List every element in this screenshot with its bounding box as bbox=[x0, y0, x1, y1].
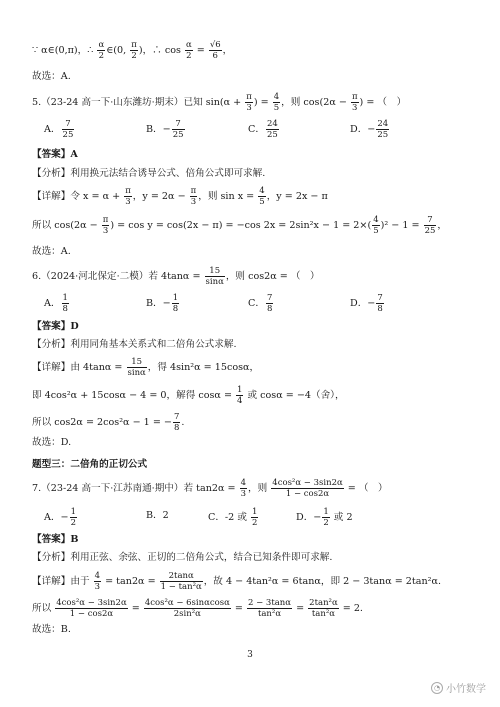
q5-stem: 5.（23-24 高一下·山东潍坊·期末）已知 sin(α + $\frac{\pi}{3}$ ) = $\frac{4}{5}$ ，则 cos(2α − $\frac{\pi}{3}$ ) = （ ） bbox=[32, 92, 407, 113]
q5-option-c: C． $\frac{24}{25}$ bbox=[248, 119, 278, 140]
watermark-logo-icon: ◔ bbox=[431, 682, 443, 694]
q6-detail: 【详解】由 4tanα = $\frac{15}{\sin\alpha}$ ，得 4sin²α = 15cosα， bbox=[32, 357, 260, 378]
q6-option-c: C． $\frac{7}{8}$ bbox=[248, 293, 273, 314]
q5-answer: 【答案】A bbox=[32, 149, 78, 160]
watermark bbox=[431, 680, 486, 695]
q7-option-c: C．-2 或 $\frac{1}{2}$ bbox=[208, 507, 258, 528]
section-title: 题型三：二倍角的正切公式 bbox=[32, 459, 148, 470]
q7-option-b: B．2 bbox=[146, 510, 169, 521]
q5-result: 所以 cos(2α − $\frac{\pi}{3}$ ) = cos y = cos(2x − π) = −cos 2x = 2sin²x − 1 = 2×( $\frac{4}{5}$ )² − 1 = $\frac{7}{25}$ ， bbox=[32, 215, 448, 236]
q7-choose: 故选：B. bbox=[32, 624, 71, 635]
q6-option-b: B．− $\frac{1}{8}$ bbox=[146, 293, 179, 314]
q5-choose: 故选：A. bbox=[32, 246, 71, 257]
q5-detail: 【详解】令 x = α + $\frac{\pi}{3}$ ，y = 2α − $\frac{\pi}{3}$ ，则 sin x = $\frac{4}{5}$ ，y = 2x − π bbox=[32, 186, 328, 207]
q5-analysis: 【分析】利用换元法结合诱导公式、倍角公式即可求解. bbox=[32, 168, 266, 179]
q7-detail: 【详解】由于 $\frac{4}{3}$ = tan2α = $\frac{2\tan\alpha}{\text{1 − tan²α}}$ ，故 4 − 4tan²α = 6tanα，即 2 − 3tanα = 2tan²α. bbox=[32, 571, 442, 592]
q7-result: 所以 $\frac{\text{4cos²α − 3sin2α}}{1 - \cos 2\alpha}$ = $\frac{\text{4cos²α − 6sinαcosα}}{\text{2sin²α}}$ = $\frac{2 - 3\tan\alpha}{\text{tan²α}}$ = $\frac{\text{2tan²α}}{\text{tan²α}}$ = 2. bbox=[32, 598, 363, 619]
q7-stem: 7.（23-24 高一下·江苏南通·期中）若 tan2α = $\frac{4}{3}$ ，则 $\frac{\text{4cos²α − 3sin2α}}{1 - \cos 2\alpha}$ = （ ） bbox=[32, 478, 388, 499]
q6-line2: 即 4cos²α + 15cosα − 4 = 0，解得 cosα = $\frac{1}{4}$ 或 cosα = −4（舍）， bbox=[32, 385, 345, 406]
q6-line3: 所以 cos2α = 2cos²α − 1 = − $\frac{7}{8}$ . bbox=[32, 412, 185, 433]
q6-option-a: A． $\frac{1}{8}$ bbox=[44, 293, 68, 314]
q6-stem: 6.（2024·河北保定·二模）若 4tanα = $\frac{15}{\sin\alpha}$ ，则 cos2α = （ ） bbox=[32, 266, 320, 287]
q6-choose: 故选：D. bbox=[32, 437, 72, 448]
q7-analysis: 【分析】利用正弦、余弦、正切的二倍角公式，结合已知条件即可求解. bbox=[32, 552, 333, 563]
q7-option-d: D．− $\frac{1}{2}$ 或 2 bbox=[296, 507, 353, 528]
q7-option-a: A．− $\frac{1}{2}$ bbox=[44, 507, 76, 528]
page-number: 3 bbox=[247, 650, 253, 660]
q6-answer: 【答案】D bbox=[32, 321, 79, 332]
top-choose: 故选：A. bbox=[32, 71, 71, 82]
q5-option-d: D．− $\frac{24}{25}$ bbox=[350, 119, 389, 140]
q6-option-d: D．− $\frac{7}{8}$ bbox=[350, 293, 383, 314]
q5-option-a: A． $\frac{7}{25}$ bbox=[44, 119, 74, 140]
watermark-text: 小竹数学 bbox=[446, 684, 486, 695]
q7-answer: 【答案】B bbox=[32, 534, 79, 545]
q6-analysis: 【分析】利用同角基本关系式和二倍角公式求解. bbox=[32, 339, 237, 350]
q5-option-b: B．− $\frac{7}{25}$ bbox=[146, 119, 184, 140]
top-line: ∵ α∈(0,π)，∴ $\frac{\alpha}{2}$ ∈(0, $\frac{\pi}{2}$ )，∴ cos $\frac{\alpha}{2}$ = $\frac{√6}{6}$ ， bbox=[32, 40, 233, 61]
